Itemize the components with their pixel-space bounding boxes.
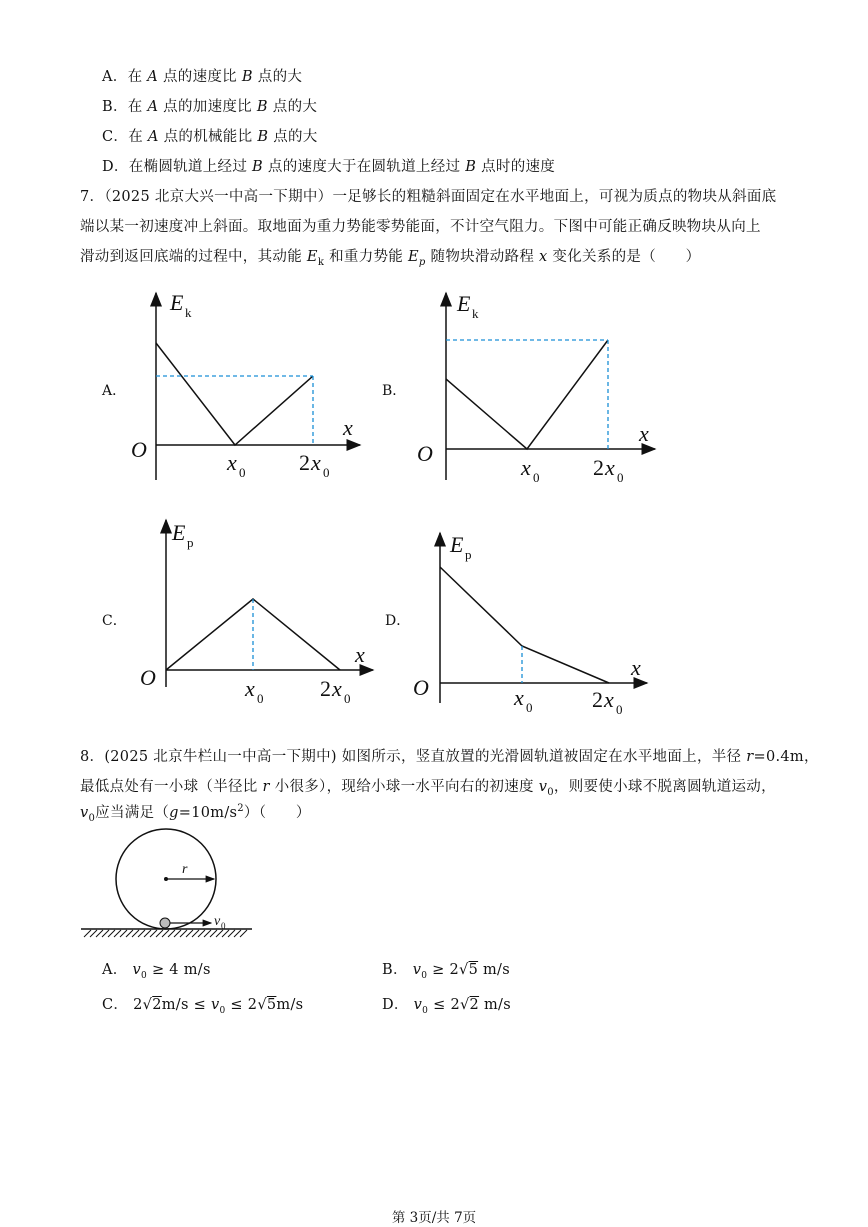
axis-e-label: E [172,520,186,545]
symbol-v: v [412,962,422,978]
option-text: 点的机械能比 [158,129,258,145]
option-letter: A． [102,69,128,85]
axis-e-label: E [457,291,471,316]
option-text: ≤ 2 [428,997,460,1013]
symbol-v: v [80,805,89,821]
symbol-sub: 0 [547,786,554,798]
stem-text: 最低点处有一小球（半径比 [80,779,263,795]
circular-track-diagram [78,825,258,940]
radius-label: r [182,862,188,877]
point-label: B [465,159,477,175]
stem-text: 8．(2025 北京牛栏山一中高一下期中) 如图所示，竖直放置的光滑圆轨道被固定在水平地面上，半径 [80,749,747,765]
tick-x0-sub: 0 [257,691,264,706]
option-letter: D． [382,997,409,1013]
point-label: B [252,159,264,175]
symbol-g: g [169,805,179,821]
origin-label: O [131,437,147,462]
graph-b-label: B． [382,383,407,399]
tick-2: 2 [320,676,331,701]
tick-2x0: x [605,455,615,480]
symbol-sub: 0 [141,970,148,981]
option-text: 点时的速度 [476,159,556,175]
axis-e-label: E [450,532,464,557]
option-text: 点的速度大于在圆轨道上经过 [263,159,466,175]
option-text: m/s [276,997,304,1013]
option-letter: D． [102,159,129,175]
option-text: 点的速度比 [158,69,242,85]
q8-option-d [382,993,511,1016]
tick-2x0: x [332,676,342,701]
symbol-sup: 2 [237,803,244,815]
graph-a [125,285,365,485]
stem-text: 小很多），现给小球一水平向右的初速度 [269,779,539,795]
tick-x0: x [245,676,255,701]
velocity-label: v [214,914,221,929]
stem-text: =10m/s [178,805,238,821]
tick-x0: x [521,455,531,480]
sqrt-sign: √ [459,962,469,978]
symbol-x: x [539,249,548,265]
option-letter: C． [102,997,129,1013]
q7-stem-line-3 [80,245,700,268]
point-label: A [147,129,159,145]
axis-e-sub: p [465,547,472,562]
origin-label: O [413,675,429,700]
option-text: 点的大 [268,129,318,145]
q7-stem-line-2: 端以某一初速度冲上斜面。取地面为重力势能零势能面，不计空气阻力。下图中可能正确反映物块从向上 [80,219,761,235]
tick-x0-sub: 0 [533,470,540,485]
symbol-sub: 0 [219,1005,226,1016]
q6-option-c [102,125,318,146]
option-text: m/s [479,997,511,1013]
velocity-label-sub: 0 [221,921,226,931]
tick-x0-sub: 0 [526,700,533,715]
tick-2: 2 [592,687,603,712]
option-text: ≥ 4 m/s [147,962,211,978]
point-label: B [241,69,253,85]
q8-option-b [382,958,510,981]
symbol-sub: 0 [421,970,428,981]
option-text: 点的加速度比 [158,99,257,115]
symbol-sub: 0 [422,1005,429,1016]
q6-option-a [102,65,302,86]
sqrt-sign: √ [257,997,267,1013]
point-label: A [147,99,159,115]
stem-text: =0.4m， [753,749,819,765]
symbol-v: v [538,779,548,795]
option-letter: A． [102,962,128,978]
tick-2: 2 [593,455,604,480]
tick-2x0-sub: 0 [323,465,330,480]
symbol-e: E [306,249,318,265]
symbol-v: v [132,962,141,978]
q7-stem-line-1: 7．（2025 北京大兴一中高一下期中）一足够长的粗糙斜面固定在水平地面上，可视为质点的物块从斜面底 [80,189,777,205]
symbol-r: r [262,779,270,795]
q8-stem-line-1 [80,745,819,766]
q8-option-a [102,958,211,981]
point-label: A [147,69,159,85]
option-text: 点的大 [252,69,303,85]
radicand: 2 [152,997,162,1013]
stem-text: 滑动到返回底端的过程中，其动能 [80,249,307,265]
radicand: 5 [266,997,277,1013]
option-text: ≤ 2 [225,997,258,1013]
symbol-v: v [413,997,423,1013]
stem-text: 变化关系的是（ ） [547,249,701,265]
axis-x-label: x [631,655,641,680]
option-text: 在 [128,129,148,145]
option-text: 点的大 [267,99,318,115]
point-label: B [256,99,268,115]
graph-c [135,512,380,712]
axis-x-label: x [343,415,353,440]
symbol-sub: 0 [88,812,96,824]
graph-c-label: C． [102,613,127,629]
symbol-e: E [408,249,419,265]
radicand: 5 [468,962,479,978]
option-text: m/s ≤ [161,997,211,1013]
axis-e-label: E [170,290,184,315]
q8-stem-line-3 [80,801,311,824]
tick-2x0: x [604,687,614,712]
point-label: B [257,129,269,145]
tick-2: 2 [299,450,310,475]
axis-x-label: x [639,421,649,446]
axis-e-sub: p [187,535,194,550]
graph-a-label: A． [102,383,127,399]
graph-d [409,525,654,725]
stem-text: 应当满足（ [95,805,170,821]
axis-e-sub: k [185,305,192,320]
q6-option-b [102,95,317,116]
tick-2x0-sub: 0 [617,470,624,485]
graph-b [415,285,660,485]
q8-option-c [102,993,303,1016]
option-letter: B． [382,962,408,978]
q6-option-d [102,155,555,176]
tick-x0: x [227,450,237,475]
stem-text: ）（ ） [243,805,311,821]
option-letter: B． [102,99,128,115]
option-letter: C． [102,129,129,145]
option-text: 在椭圆轨道上经过 [128,159,253,175]
stem-text: ，则要使小球不脱离圆轨道运动， [553,779,776,795]
option-text: m/s [478,962,510,978]
page-number-footer: 第 3页/共 7页 [391,1210,477,1226]
origin-label: O [140,665,156,690]
stem-text: 随物块滑动路程 [425,249,540,265]
tick-2x0-sub: 0 [344,691,351,706]
symbol-v: v [210,997,220,1013]
small-ball [160,918,170,928]
tick-x0-sub: 0 [239,465,246,480]
sqrt-sign: √ [459,997,470,1013]
tick-x0: x [514,685,524,710]
ek-curve [446,340,608,449]
option-text: ≥ 2 [427,962,460,978]
origin-label: O [417,441,433,466]
ground-hatching [84,930,247,937]
sqrt-sign: √ [142,997,153,1013]
q8-stem-line-2 [80,775,776,798]
symbol-r: r [746,749,754,765]
ek-curve [156,343,313,445]
radicand: 2 [469,997,480,1013]
axis-x-label: x [355,642,365,667]
ep-curve [440,567,609,683]
option-text: 在 [127,69,148,85]
stem-text: 和重力势能 [324,249,409,265]
axis-e-sub: k [472,306,479,321]
symbol-sub: p [418,256,426,268]
option-text: 在 [127,99,148,115]
symbol-sub: k [317,256,325,268]
graph-d-label: D． [385,613,411,629]
tick-2x0-sub: 0 [616,702,623,717]
option-text: 2 [133,997,143,1013]
tick-2x0: x [311,450,321,475]
